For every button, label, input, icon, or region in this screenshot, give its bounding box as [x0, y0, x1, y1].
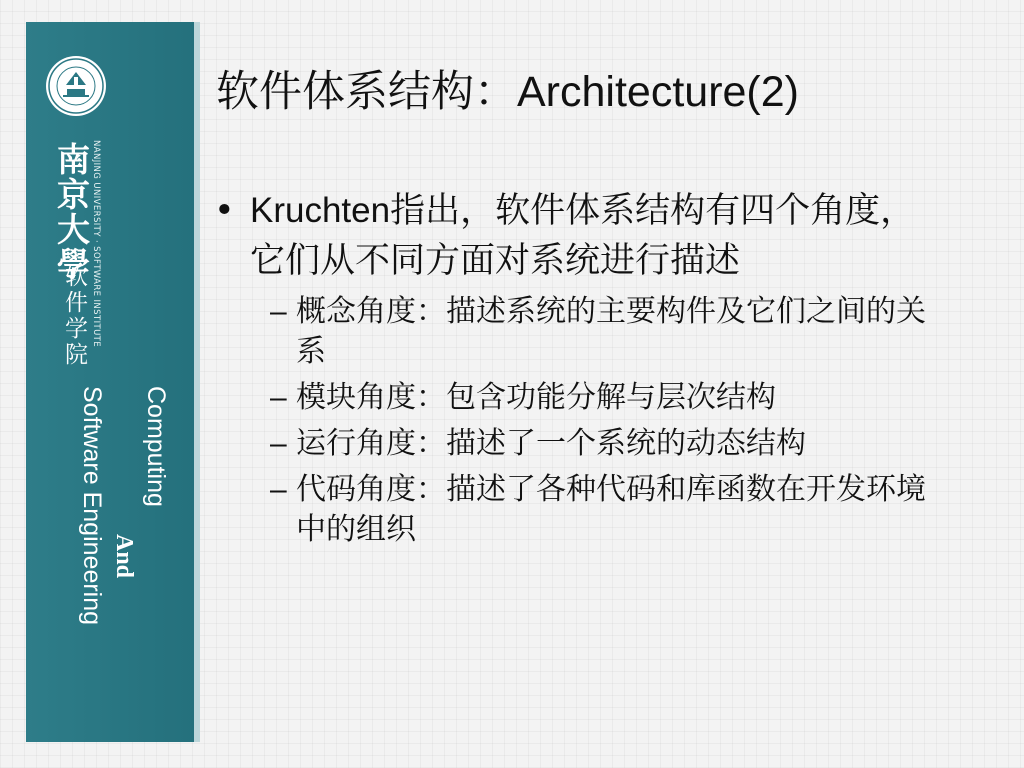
sub-item-text: 运行角度：描述了一个系统的动态结构 — [296, 426, 806, 461]
main-bullet-lead: Kruchten — [250, 191, 391, 230]
sub-item-text: 代码角度：描述了各种代码和库函数在开发环境中的组织 — [296, 472, 926, 547]
university-name-en: NANJING UNIVERSITY · SOFTWARE INSTITUTE — [91, 140, 101, 348]
sub-item-code — [214, 470, 974, 550]
sub-item-runtime — [214, 424, 974, 464]
banner-edge — [194, 22, 200, 742]
slide-title-cn: 软件体系结构： — [216, 67, 517, 117]
tagline-software-engineering: Software Engineering — [78, 386, 106, 626]
vertical-tagline — [62, 386, 172, 726]
university-name-cn: 南京大學 — [52, 142, 91, 282]
slide-title-en: Architecture(2) — [517, 68, 799, 116]
main-bullet — [214, 186, 974, 286]
sub-item-dash: – — [270, 295, 287, 328]
sub-item-text: 模块角度：包含功能分解与层次结构 — [296, 380, 776, 415]
main-bullet-body: 指出，软件体系结构有四个角度，它们从不同方面对系统进行描述 — [250, 191, 916, 281]
main-bullet-text — [250, 186, 950, 286]
sub-item-conceptual — [214, 292, 974, 372]
school-name-cn: 软件学院 — [61, 264, 87, 368]
sub-item-dash: – — [270, 473, 287, 506]
slide-title — [216, 62, 1006, 122]
tagline-computing: Computing — [142, 386, 170, 507]
slide-content — [214, 186, 974, 550]
tagline-and: And — [111, 533, 137, 579]
school-banner — [26, 22, 200, 742]
sub-item-text: 概念角度：描述系统的主要构件及它们之间的关系 — [296, 294, 926, 369]
sub-item-dash: – — [270, 381, 287, 414]
sub-item-dash: – — [270, 427, 287, 460]
sub-item-module — [214, 378, 974, 418]
university-seal-icon — [45, 55, 107, 117]
